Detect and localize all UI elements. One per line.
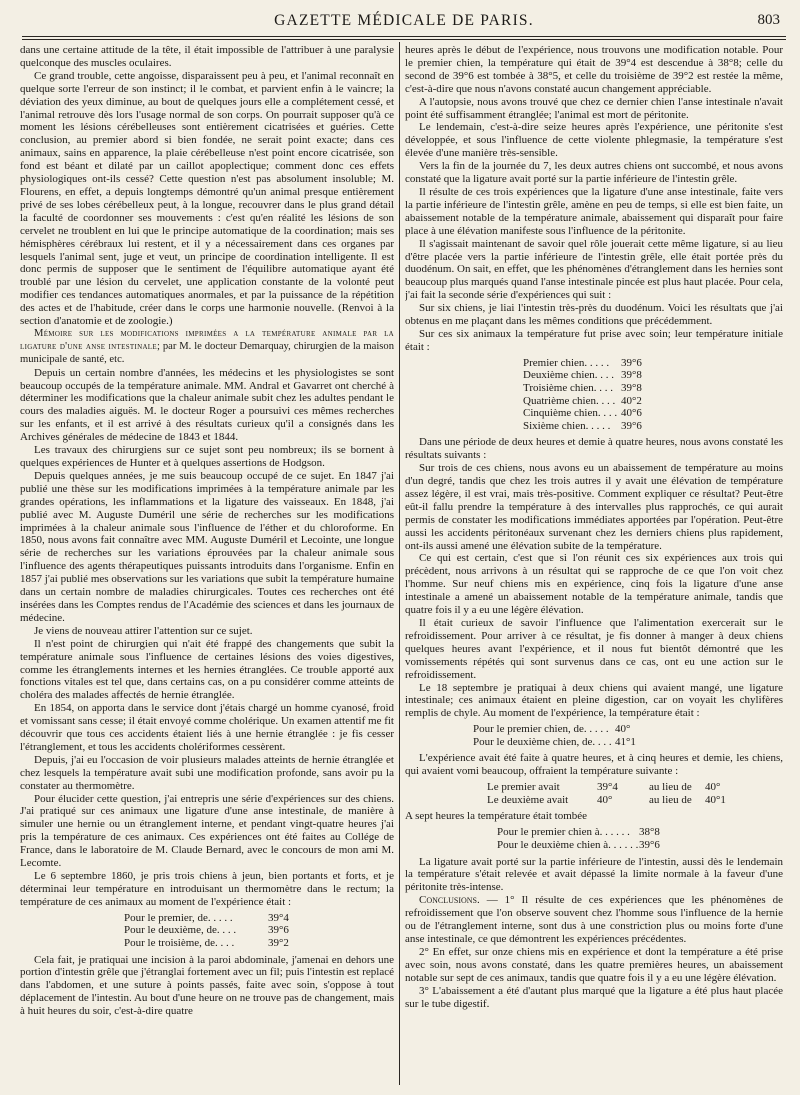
table-row	[405, 794, 783, 807]
paragraph: Cela fait, je pratiquai une incision à la paroi abdominale, j'amenai en dehors une portion d'intestin grêle que j'étranglai fortement avec un fil; puis l'intestin est replacé dans l'abdomen, et une suture à points passés, faite avec soin, s'oppose à tout déplacement de l'intestin. Au bout d'une heure on ne trouve pas de changement, mais à huit heures du soir, c'est-à-dire quatre	[20, 953, 394, 1018]
row-label: Troisième chien. . . .	[523, 381, 614, 394]
paragraph: Sur six chiens, je liai l'intestin très-près du duodénum. Voici les résultats que j'ai obtenus en me plaçant dans les mêmes conditions que précédemment.	[405, 302, 783, 328]
row-label: Pour le deuxième chien à. . . . . .	[497, 838, 639, 851]
row-value: 39°6	[621, 356, 642, 369]
paragraph: Depuis un certain nombre d'années, les médecins et les physiologistes se sont beaucoup occupés de la température animale. MM. Andral et Gavarret ont cherché à déterminer les modifications que la chaleur animale subit chez les adultes pendant le cours des maladies aiguës. M. le docteur Roger a poursuivi ces mêmes recherches sur les enfants, et il est arrivé à des résultats curieux qu'il a consignés dans les Archives générales de médecine de 1843 et 1844.	[20, 366, 394, 444]
conclusions-paragraph	[405, 894, 783, 946]
temperature-table	[405, 723, 783, 748]
paragraph: Le 6 septembre 1860, je pris trois chiens à jeun, bien portants et forts, et je déterminai leur température en introduisant un thermomètre dans le rectum; la température de ces animaux au moment de l'expérience était :	[20, 870, 394, 908]
paragraph: En 1854, on apporta dans le service dont j'étais chargé un homme cyanosé, froid et vomissant sans cesse; il était envoyé comme cholérique. Un examen attentif me fit découvrir que tous ces accidents étaient liés à une hernie étranglée : je fis cesser l'étranglement, et tous les accidents cholériformes cessèrent.	[20, 702, 394, 753]
paragraph: Il résulte de ces trois expériences que la ligature d'une anse intestinale, faite vers la partie inférieure de l'intestin grêle, amène en peu de temps, si elle est bien faite, un abaissement notable de la température animale, abaissement qui disparaît pour faire place à une élévation manifeste sous l'influence de la péritonite.	[405, 185, 783, 237]
row-value: 39°6	[268, 924, 289, 937]
row-value-initial: 40°	[705, 781, 721, 794]
page-header	[22, 8, 786, 38]
paragraph: Les travaux des chirurgiens sur ce sujet sont peu nombreux; ils se bornent à quelques expériences de Hunter et à quelques assertions de Hodgson.	[20, 444, 394, 469]
paragraph: Ce grand trouble, cette angoisse, disparaissent peu à peu, et l'animal reconnaît en quelque sorte l'erreur de son instinct; il le combat, et parvient enfin à le vaincre; la déviation des yeux diminue, au bout de quelques jours elle a complétement cessé, et l'animal retrouve dès lors l'usage normal de son corps. On pourrait supposer qu'à ce moment les lésions cérébelleuses sont entièrement cicatrisées et guéries. Cette conclusion, au premier abord si bien fondée, ne serait point exacte; dans ces animaux, sains en apparence, la plaie cérébelleuse n'est point encore cicatrisée, son fond est béant et dilaté par un caillot apoplectique; comment donc ces effets physiologiques ont-ils cessé? Cette question n'est pas absolument insoluble; M. Flourens, en effet, a depuis longtemps démontré qu'un animal presque entièrement privé de ses lobes cérébelleux peut, à la longue, recouvrer dans le plus grand détail la faculté de coordonner ses mouvements : c'est qu'en réalité les lésions de son cervelet ne troublent en lui que le principe automatique de la coordination; mais ses hémisphères cérébraux lui restent, et il y a nécessairement dans ces organes par lesquels l'animal sent, juge et veut, un principe de coordination intelligente. Il est donc permis de supposer que le sentiment de l'équilibre automatique ayant été troublé par une lésion du cervelet, une application constante de la volonté peut modifier ces tendances automatiques anormales, et par la puissance de la répétition des actes et de l'habitude, créer dans le corps une harmonie nouvelle. (Renvoi à la section d'anatomie et de zoologie.)	[20, 69, 394, 328]
table-row	[20, 937, 394, 950]
paragraph: Depuis quelques années, je me suis beaucoup occupé de ce sujet. En 1847 j'ai publié une thèse sur les modifications imprimées à la température animale par les grandes opérations, les inflammations et la ligature des vaisseaux. En 1848, j'ai publié avec M. Auguste Duméril une série de recherches sur les modifications imprimées à la chaleur animale sous l'influence de l'éther et du chloroforme. En 1850, nous avons fait connaître avec MM. Auguste Duméril et Lecointe, une longue série de recherches sur les variations éprouvées par la chaleur animale sous l'influence des agents thérapeutiques puissants introduits dans l'organisme. Enfin en 1857 j'ai publié mes observations sur les variations que subit la température humaine dans un certain nombre de maladies chirurgicales. Toutes ces recherches ont été insérées dans les Comptes rendus de l'Académie des sciences et dans les journaux de médecine.	[20, 469, 394, 624]
paragraph: dans une certaine attitude de la tête, il était impossible de l'attribuer à une paralysie quelconque des muscles oculaires.	[20, 44, 394, 69]
row-label: Pour le troisième, de. . . .	[124, 936, 235, 949]
row-value: 39°4	[597, 781, 618, 794]
row-connector: au lieu de	[649, 793, 692, 806]
memoir-author: ; par M. le docteur Demarquay, chirurgien de la maison municipale de santé, etc.	[20, 340, 394, 365]
conclusions-label: Conclusions.	[419, 894, 480, 907]
paragraph: Il n'est point de chirurgien qui n'ait été frappé des changements que subit la température animale sous l'influence de certaines lésions des voies digestives, comme les étranglements internes et les hernies étranglées. Ce trouble apporté aux fonctions vitales est tel que, dans certains cas, on a pu considérer comme atteints de choléra des malades affectés de hernie étranglée.	[20, 637, 394, 702]
table-row	[405, 420, 783, 433]
table-row	[405, 382, 783, 395]
paragraph: Il s'agissait maintenant de savoir quel rôle jouerait cette même ligature, si au lieu d'être placée vers la partie inférieure de l'intestin grêle, elle était portée près du duodénum. On sait, en effet, que les phénomènes d'étranglement dans les hernies sont beaucoup plus marqués quand l'anse intestinale pincée est plus haut placée. Pour cela, j'ai fait la seconde série d'expériences qui suit :	[405, 237, 783, 302]
memoir-heading	[20, 328, 394, 367]
row-label: Cinquième chien. . . .	[523, 407, 618, 420]
row-value: 38°8	[639, 826, 660, 839]
row-label: Premier chien. . . . .	[523, 356, 610, 369]
row-value: 40°6	[621, 407, 642, 420]
paragraph: Sur ces six animaux la température fut prise avec soin; leur température initiale était :	[405, 327, 783, 353]
row-value: 40°	[597, 793, 613, 806]
paragraph: La ligature avait porté sur la partie inférieure de l'intestin, aussi dès le lendemain la température s'était relevée et avait dépassé la limite normale à la faveur d'une péritonite très-intense.	[405, 855, 783, 894]
paragraph: Pour élucider cette question, j'ai entrepris une série d'expériences sur des chiens. J'ai pratiqué sur ces animaux une ligature d'une anse intestinale, de manière à simuler une hernie ou un étranglement interne, et pendant vingt-quatre heures j'ai pris la température de ces animaux. Ces expériences ont été faites au Collége de France, dans le laboratoire de M. Claude Bernard, avec le concours de mon ami M. Lecomte.	[20, 792, 394, 870]
paragraph: 3° L'abaissement a été d'autant plus marqué que la ligature a été plus haut placée sur le tube digestif.	[405, 984, 783, 1010]
row-label: Sixième chien. . . . .	[523, 419, 611, 432]
row-label: Quatrième chien. . . .	[523, 394, 616, 407]
paragraph: heures après le début de l'expérience, nous trouvons une modification notable. Pour le premier chien, la température qui était de 39°4 est descendue à 38°8; celle du second de 39°6 est tombée à 38°5, et celle du troisième de 39°2 est restée la même, c'est-à-dire que nous n'avons constaté aucun changement appréciable.	[405, 44, 783, 95]
paragraph: A l'autopsie, nous avons trouvé que chez ce dernier chien l'anse intestinale n'avait point été suffisamment étranglée; l'animal est mort de péritonite.	[405, 95, 783, 121]
table-row	[405, 407, 783, 420]
row-label: Pour le deuxième chien, de. . . .	[473, 735, 612, 748]
row-value: 39°4	[268, 911, 289, 924]
table-row	[405, 723, 783, 736]
paragraph: Ce qui est certain, c'est que si l'on réunit ces six expériences aux trois qui précèdent, nous arrivons à un résultat qui se rapproche de ce que l'on voit chez l'homme. Sur neuf chiens mis en expérience, cinq fois la ligature d'une anse intestinale a amené un abaissement notable de la température animale, tandis que quatre fois il y a eu une légère élévation.	[405, 552, 783, 617]
paragraph: Le 18 septembre je pratiquai à deux chiens qui avaient mangé, une ligature intestinale; ces animaux étaient en pleine digestion, car on voyait les chylifères remplis de chyle. Au moment de l'expérience, la température était :	[405, 681, 783, 720]
paragraph: Depuis, j'ai eu l'occasion de voir plusieurs malades atteints de hernie étranglée et chez lesquels la température avait subi une modification profonde, sans avoir pu la constater au thermomètre.	[20, 753, 394, 792]
row-label: Pour le premier chien, de. . . . .	[473, 723, 609, 736]
paragraph: 2° En effet, sur onze chiens mis en expérience et dont la température a été prise avec soin, nous avons constaté, dans les quatre premières heures, un abaissement notable sur sept de ces animaux, tandis que quatre fois il y a eu une légère élévation.	[405, 945, 783, 984]
paragraph: L'expérience avait été faite à quatre heures, et à cinq heures et demie, les chiens, qui avaient vomi beaucoup, offraient la température suivante :	[405, 752, 783, 778]
header-rule	[22, 36, 786, 37]
temperature-table	[405, 357, 783, 433]
table-row	[20, 912, 394, 925]
table-row	[405, 357, 783, 370]
row-value: 40°	[615, 723, 631, 736]
paragraph: Le lendemain, c'est-à-dire seize heures après l'expérience, une péritonite s'est développée, et sous l'influence de cette violente phlegmasie, la température s'est élevée d'une manière très-sensible.	[405, 121, 783, 160]
row-label: Deuxième chien. . . .	[523, 369, 615, 382]
row-connector: au lieu de	[649, 781, 692, 794]
page-number: 803	[757, 12, 780, 28]
row-value: 39°8	[621, 381, 642, 394]
paragraph: Vers la fin de la journée du 7, les deux autres chiens ont succombé, et nous avons constaté que la ligature avait porté sur la partie inférieure de l'intestin grêle.	[405, 160, 783, 186]
row-value: 39°2	[268, 936, 289, 949]
table-row	[405, 369, 783, 382]
row-value-initial: 40°1	[705, 793, 726, 806]
header-rule-thin	[22, 39, 786, 40]
row-value: 41°1	[615, 735, 636, 748]
left-column	[20, 44, 394, 1088]
row-label: Le deuxième avait	[487, 793, 569, 806]
memoir-title: Mémoire sur les modifications imprimées a la température animale par la ligature d'une anse intestinale	[20, 327, 394, 352]
temperature-table	[405, 826, 783, 851]
row-label: Pour le premier chien à. . . . . .	[497, 826, 630, 839]
table-row	[405, 781, 783, 794]
conclusion-1: — 1° Il résulte de ces expériences que les phénomènes de refroidissement que l'on observe souvent chez l'homme sous l'influence de la hernie ou de l'étranglement interne, sont dus à une constriction plus ou moins forte d'une anse intestinale, ce que démontrent les expériences précédentes.	[405, 894, 783, 945]
right-column	[405, 44, 783, 1088]
row-value: 40°2	[621, 394, 642, 407]
paragraph: A sept heures la température était tombée	[405, 810, 588, 823]
paragraph: Il était curieux de savoir l'influence que l'alimentation exercerait sur le refroidissement. Pour arriver à ce résultat, je fis donner à manger à deux chiens quelques heures avant l'expérience, et il nous fut bientôt démontré que les vomissements répétés qui sont survenus dans ce cas, ont eu une action sur le refroidissement.	[405, 617, 783, 681]
row-label: Le premier avait	[487, 781, 560, 794]
paragraph: Je viens de nouveau attirer l'attention sur ce sujet.	[34, 624, 253, 637]
temperature-table	[20, 912, 394, 950]
journal-title: GAZETTE MÉDICALE DE PARIS.	[274, 12, 534, 29]
row-value: 39°6	[639, 838, 660, 851]
paragraph: Sur trois de ces chiens, nous avons eu un abaissement de température au moins d'un degré, tandis que chez les trois autres il y avait une élévation de température assez légère, il est vrai, mais très-positive. Comment expliquer ce résultat? Peut-être eût-il fallu prendre la température à des intervalles plus rapprochés, ce qui aurait permis de constater les modifications immédiates apportées par l'opération. Peut-être aussi les accidents péritonéaux survenant chez les derniers chiens plus rapidement, ont-ils aussi amené une élévation subite de la température.	[405, 462, 783, 552]
row-label: Pour le premier, de. . . . .	[124, 911, 233, 924]
table-row	[405, 839, 783, 852]
table-row	[405, 395, 783, 408]
row-label: Pour le deuxième, de. . . .	[124, 924, 237, 937]
table-row	[405, 736, 783, 749]
temperature-comparison-table	[405, 781, 783, 806]
column-divider	[399, 42, 400, 1085]
table-row	[405, 826, 783, 839]
paragraph: Dans une période de deux heures et demie à quatre heures, nous avons constaté les résultats suivants :	[405, 436, 783, 462]
row-value: 39°8	[621, 369, 642, 382]
table-row	[20, 924, 394, 937]
row-value: 39°6	[621, 419, 642, 432]
